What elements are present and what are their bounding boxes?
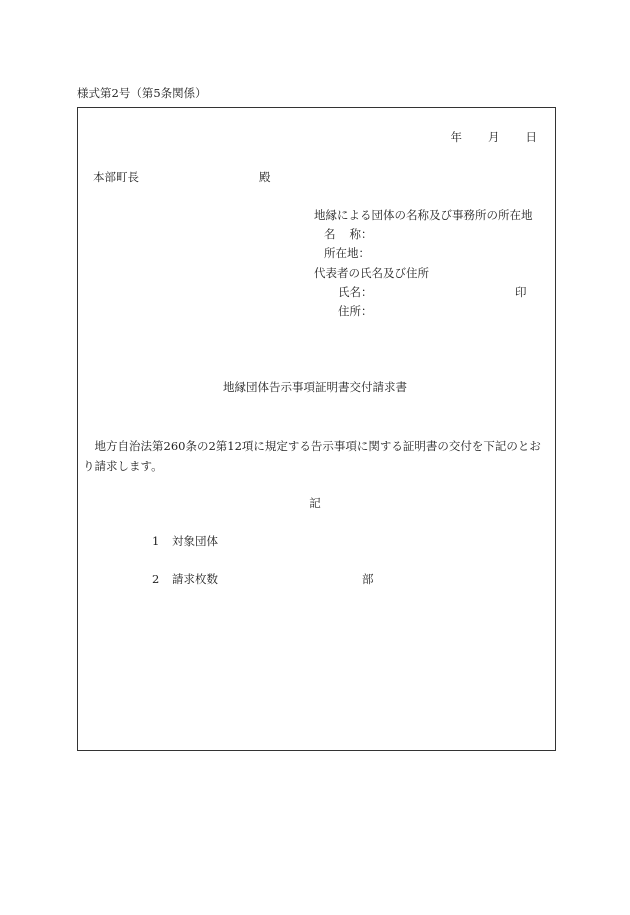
seal-mark: 印: [515, 285, 527, 299]
date-year-label: 年: [450, 130, 462, 144]
date-month-label: 月: [488, 130, 500, 144]
organization-heading: 地縁による団体の名称及び事務所の所在地: [314, 208, 533, 222]
form-frame: [77, 107, 556, 751]
item-copies: [152, 572, 218, 586]
date-day-label: 日: [525, 130, 537, 144]
form-number-label: 様式第2号（第5条関係）: [77, 86, 207, 100]
name-label-part-a: 名: [324, 227, 336, 241]
item-number: 1: [152, 534, 160, 548]
representative-heading: 代表者の氏名及び住所: [314, 266, 429, 280]
date-line: [451, 130, 538, 144]
name-label-part-b: 称：: [349, 227, 373, 241]
addressee: 本部町長: [93, 170, 139, 184]
honorific: 殿: [259, 170, 271, 184]
item-label: 請求枚数: [172, 572, 218, 586]
item-target-organization: [152, 534, 218, 548]
organization-name-label: [324, 227, 373, 241]
request-body-text: 地方自治法第260条の2第12項に規定する告示事項に関する証明書の交付を下記のとおり請求します。: [83, 439, 541, 473]
item-number: 2: [152, 572, 160, 586]
representative-address-label: 住所：: [338, 304, 373, 318]
copies-unit: 部: [362, 572, 374, 586]
representative-name-label: 氏名：: [338, 285, 373, 299]
document-title: 地縁団体告示事項証明書交付請求書: [223, 380, 407, 394]
organization-address-label: 所在地：: [324, 246, 370, 260]
ki-heading: 記: [309, 496, 321, 510]
item-label: 対象団体: [172, 534, 218, 548]
